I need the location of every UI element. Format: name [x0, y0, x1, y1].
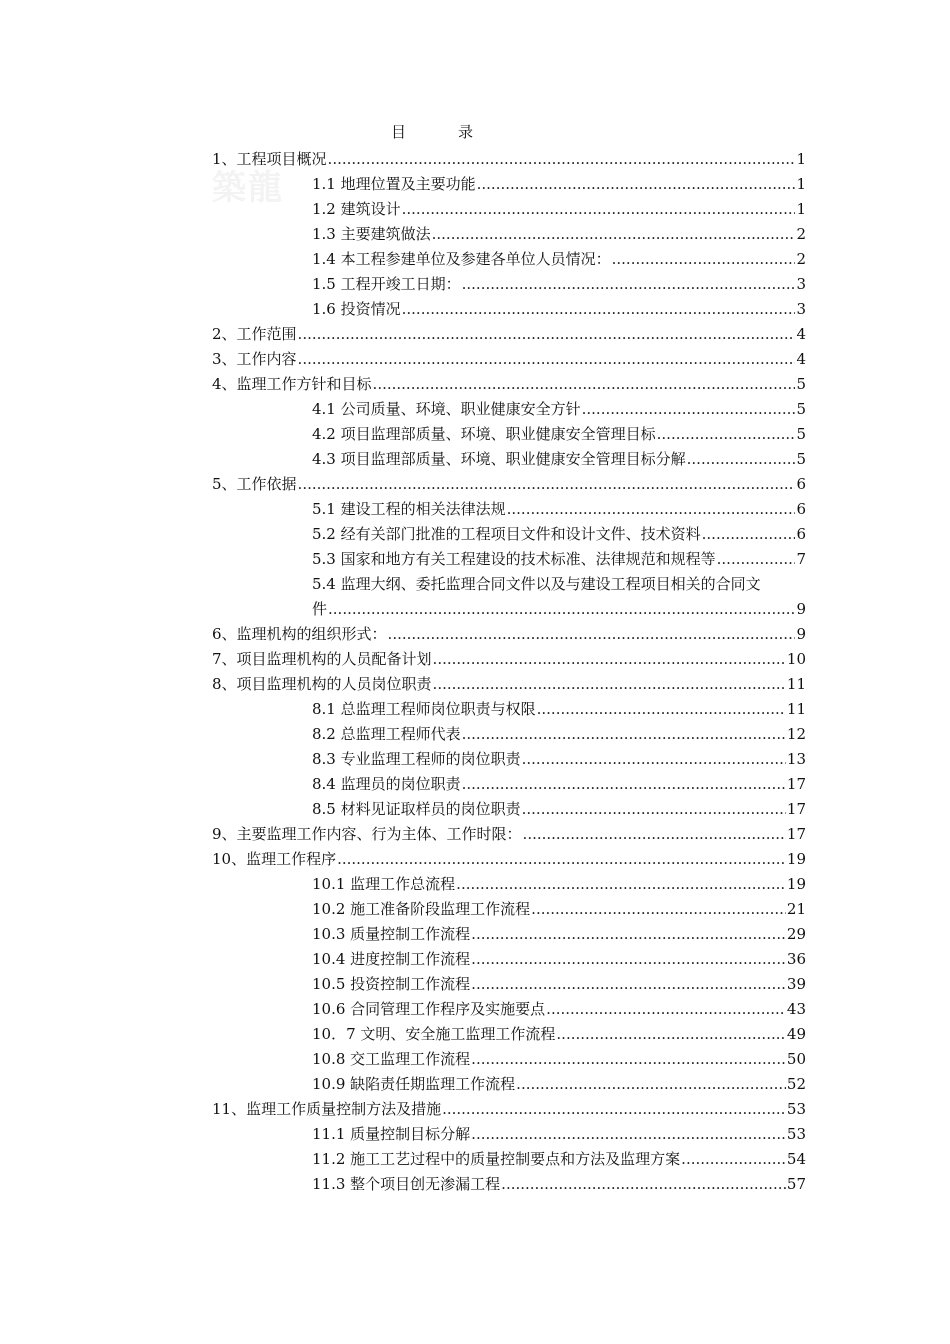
- toc-entry-page: 1: [796, 175, 806, 193]
- toc-leader-dots: [402, 297, 796, 322]
- toc-entry[interactable]: [0, 897, 950, 922]
- toc-entry-page: 7: [796, 550, 806, 568]
- toc-entry-text: 10.4 进度控制工作流程: [312, 950, 471, 968]
- toc-title-char-2: 录: [458, 123, 474, 141]
- toc-entry-text: 1、工程项目概况: [212, 150, 327, 168]
- toc-entry-text: 10.8 交工监理工作流程: [312, 1050, 471, 1068]
- toc-entry-text: 10、监理工作程序: [212, 850, 337, 868]
- toc-entry-page: 4: [796, 350, 806, 368]
- toc-entry[interactable]: [0, 772, 950, 797]
- toc-entry-page: 19: [786, 850, 806, 868]
- toc-entry-page: 5: [796, 375, 806, 393]
- toc-entry-text: 10.9 缺陷责任期监理工作流程: [312, 1075, 516, 1093]
- toc-entry[interactable]: [0, 422, 950, 447]
- toc-entry[interactable]: [0, 572, 950, 622]
- toc-entry-page: 4: [796, 325, 806, 343]
- toc-entry-page: 57: [786, 1175, 806, 1193]
- toc-entry[interactable]: [0, 547, 950, 572]
- toc-entry-text: 10.6 合同管理工作程序及实施要点: [312, 1000, 546, 1018]
- toc-entry-page: 12: [786, 725, 806, 743]
- toc-entry-text: 1.6 投资情况: [312, 300, 401, 318]
- toc-leader-dots: [471, 1047, 786, 1072]
- toc-entry-text: 8.4 监理员的岗位职责: [312, 775, 461, 793]
- toc-leader-dots: [298, 322, 796, 347]
- toc-entry-page: 52: [786, 1075, 806, 1093]
- toc-entry-page: 54: [786, 1150, 806, 1168]
- toc-leader-dots: [471, 947, 786, 972]
- toc-leader-dots: [433, 647, 786, 672]
- toc-entry-page: 3: [796, 275, 806, 293]
- toc-entry[interactable]: [0, 622, 950, 647]
- toc-entry-page: 13: [786, 750, 806, 768]
- toc-entry-text: 5.2 经有关部门批准的工程项目文件和设计文件、技术资料: [312, 525, 701, 543]
- toc-entry[interactable]: [0, 747, 950, 772]
- toc-entry-text: 10．7 文明、安全施工监理工作流程: [312, 1025, 556, 1043]
- toc-leader-dots: [433, 672, 786, 697]
- toc-entry[interactable]: [0, 722, 950, 747]
- toc-leader-dots: [298, 347, 796, 372]
- toc-entry[interactable]: [0, 322, 950, 347]
- toc-entry[interactable]: [0, 522, 950, 547]
- toc-leader-dots: [556, 1022, 786, 1047]
- toc-leader-dots: [582, 397, 796, 422]
- toc-entry-page: 17: [786, 775, 806, 793]
- toc-entry-text: 5.1 建设工程的相关法律法规: [312, 500, 506, 518]
- toc-entry-page: 5: [796, 425, 806, 443]
- toc-entry-page: 3: [796, 300, 806, 318]
- toc-leader-dots: [717, 547, 796, 572]
- toc-entry-page: 17: [786, 800, 806, 818]
- toc-entry-page: 9: [796, 600, 806, 618]
- toc-entry[interactable]: [0, 1097, 950, 1122]
- toc-entry[interactable]: [0, 797, 950, 822]
- toc-entry[interactable]: [0, 872, 950, 897]
- toc-entry-text: 8.1 总监理工程师岗位职责与权限: [312, 700, 536, 718]
- toc-leader-dots: [522, 797, 786, 822]
- toc-entry-page: 21: [786, 900, 806, 918]
- toc-entry-text: 10.3 质量控制工作流程: [312, 925, 471, 943]
- toc-entry[interactable]: [0, 1122, 950, 1147]
- toc-entry-text: 11、监理工作质量控制方法及措施: [212, 1100, 442, 1118]
- toc-entry[interactable]: [0, 222, 950, 247]
- toc-entry-page: 50: [786, 1050, 806, 1068]
- toc-entry-page: 10: [786, 650, 806, 668]
- toc-entry-page: 43: [786, 1000, 806, 1018]
- toc-entry-page: 2: [796, 250, 806, 268]
- toc-leader-dots: [328, 597, 795, 622]
- toc-leader-dots: [462, 722, 786, 747]
- toc-entry[interactable]: [0, 247, 950, 272]
- toc-entry[interactable]: [0, 1072, 950, 1097]
- toc-entry-page: 1: [796, 150, 806, 168]
- toc-leader-dots: [537, 697, 786, 722]
- toc-entry-page: 39: [786, 975, 806, 993]
- toc-entry[interactable]: [0, 347, 950, 372]
- toc-entry-page: 53: [786, 1100, 806, 1118]
- toc-entry-text: 5.3 国家和地方有关工程建设的技术标准、法律规范和规程等: [312, 550, 716, 568]
- toc-entry-text: 10.2 施工准备阶段监理工作流程: [312, 900, 531, 918]
- toc-leader-dots: [477, 172, 796, 197]
- toc-entry-text: 10.1 监理工作总流程: [312, 875, 456, 893]
- toc-entry-page: 11: [786, 700, 806, 718]
- toc-entry-text: 1.1 地理位置及主要功能: [312, 175, 476, 193]
- toc-entry[interactable]: [0, 272, 950, 297]
- toc-entry[interactable]: [0, 1147, 950, 1172]
- toc-entry-text: 7、项目监理机构的人员配备计划: [212, 650, 432, 668]
- toc-entry[interactable]: [0, 672, 950, 697]
- toc-entry[interactable]: [0, 1022, 950, 1047]
- toc-entry-page: 2: [796, 225, 806, 243]
- toc-leader-dots: [687, 447, 796, 472]
- toc-entry-page: 17: [786, 825, 806, 843]
- toc-title-char-1: 目: [391, 123, 407, 141]
- toc-leader-dots: [328, 147, 796, 172]
- toc-entry-text: 9、主要监理工作内容、行为主体、工作时限：: [212, 825, 522, 843]
- toc-leader-dots: [523, 822, 786, 847]
- toc-entry[interactable]: [0, 147, 950, 172]
- toc-entry[interactable]: [0, 447, 950, 472]
- toc-leader-dots: [681, 1147, 786, 1172]
- toc-entry-text: 8、项目监理机构的人员岗位职责: [212, 675, 432, 693]
- toc-entry[interactable]: [0, 197, 950, 222]
- toc-entry[interactable]: [0, 947, 950, 972]
- toc-entry[interactable]: [0, 697, 950, 722]
- toc-entry-text: 1.5 工程开竣工日期：: [312, 275, 461, 293]
- toc-entry[interactable]: [0, 1172, 950, 1197]
- toc-entry[interactable]: [0, 647, 950, 672]
- toc-entry-page: 36: [786, 950, 806, 968]
- toc-leader-dots: [702, 522, 796, 547]
- toc-entry-text: 5、工作依据: [212, 475, 297, 493]
- toc-entry-text: 3、工作内容: [212, 350, 297, 368]
- toc-entry-page: 11: [786, 675, 806, 693]
- toc-leader-dots: [516, 1072, 786, 1097]
- toc-entry-page: 49: [786, 1025, 806, 1043]
- toc-entry-text: 1.4 本工程参建单位及参建各单位人员情况：: [312, 250, 611, 268]
- toc-leader-dots: [298, 472, 796, 497]
- toc-leader-dots: [522, 747, 786, 772]
- toc-leader-dots: [337, 847, 786, 872]
- toc-entry[interactable]: [0, 822, 950, 847]
- toc-leader-dots: [402, 197, 796, 222]
- toc-leader-dots: [456, 872, 786, 897]
- toc-entry-text: 11.2 施工工艺过程中的质量控制要点和方法及监理方案: [312, 1150, 681, 1168]
- toc-entry-text: 4.1 公司质量、环境、职业健康安全方针: [312, 400, 581, 418]
- toc-entry[interactable]: [0, 497, 950, 522]
- toc-leader-dots: [462, 772, 786, 797]
- toc-entry[interactable]: [0, 172, 950, 197]
- toc-entry-text: 6、监理机构的组织形式：: [212, 625, 387, 643]
- toc-entry-page: 29: [786, 925, 806, 943]
- toc-leader-dots: [546, 997, 786, 1022]
- toc-entry[interactable]: [0, 372, 950, 397]
- toc-leader-dots: [373, 372, 796, 397]
- toc-entry-text: 4.3 项目监理部质量、环境、职业健康安全管理目标分解: [312, 450, 686, 468]
- toc-entry-text: 4.2 项目监理部质量、环境、职业健康安全管理目标: [312, 425, 656, 443]
- toc-entry-text: 8.3 专业监理工程师的岗位职责: [312, 750, 521, 768]
- toc-leader-dots: [612, 247, 796, 272]
- toc-entry-text: 8.5 材料见证取样员的岗位职责: [312, 800, 521, 818]
- toc-leader-dots: [442, 1097, 786, 1122]
- toc-leader-dots: [657, 422, 796, 447]
- toc-entry-text: 11.3 整个项目创无渗漏工程: [312, 1175, 501, 1193]
- toc-entry[interactable]: [0, 997, 950, 1022]
- toc-entry-page: 53: [786, 1125, 806, 1143]
- toc-entry-text: 1.3 主要建筑做法: [312, 225, 431, 243]
- toc-entry[interactable]: [0, 1047, 950, 1072]
- toc-leader-dots: [462, 272, 796, 297]
- toc-leader-dots: [507, 497, 796, 522]
- toc-entry[interactable]: [0, 922, 950, 947]
- toc-entry[interactable]: [0, 972, 950, 997]
- toc-entry-text: 10.5 投资控制工作流程: [312, 975, 471, 993]
- toc-leader-dots: [471, 922, 786, 947]
- toc-title: [0, 121, 950, 143]
- toc-entry-text-continued: 件: [312, 600, 328, 618]
- table-of-contents: [0, 147, 950, 1197]
- toc-entry-page: 1: [796, 200, 806, 218]
- toc-leader-dots: [432, 222, 796, 247]
- toc-entry-page: 6: [796, 475, 806, 493]
- toc-entry-page: 6: [796, 525, 806, 543]
- toc-entry[interactable]: [0, 847, 950, 872]
- toc-entry-text: 5.4 监理大纲、委托监理合同文件以及与建设工程项目相关的合同文: [312, 575, 761, 593]
- toc-entry-page: 5: [796, 450, 806, 468]
- toc-entry-page: 19: [786, 875, 806, 893]
- toc-entry[interactable]: [0, 297, 950, 322]
- toc-entry-page: 9: [796, 625, 806, 643]
- toc-entry-text: 2、工作范围: [212, 325, 297, 343]
- toc-leader-dots: [471, 1122, 786, 1147]
- toc-entry-page: 6: [796, 500, 806, 518]
- toc-entry-text: 1.2 建筑设计: [312, 200, 401, 218]
- toc-entry[interactable]: [0, 397, 950, 422]
- toc-leader-dots: [471, 972, 786, 997]
- toc-entry[interactable]: [0, 472, 950, 497]
- watermark: 築龍: [212, 168, 284, 208]
- toc-leader-dots: [388, 622, 796, 647]
- toc-leader-dots: [501, 1172, 786, 1197]
- toc-entry-text: 11.1 质量控制目标分解: [312, 1125, 471, 1143]
- toc-entry-page: 5: [796, 400, 806, 418]
- toc-leader-dots: [531, 897, 786, 922]
- toc-entry-text: 8.2 总监理工程师代表: [312, 725, 461, 743]
- toc-entry-text: 4、监理工作方针和目标: [212, 375, 372, 393]
